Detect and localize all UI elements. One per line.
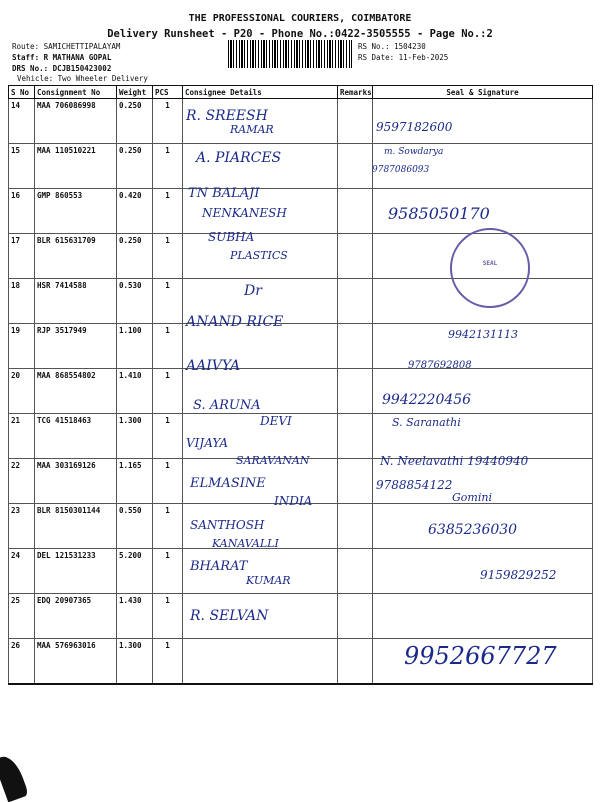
row-weight: 1.430	[117, 594, 153, 639]
row-consignment: MAA 303169126	[35, 459, 117, 504]
row-consignment: MAA 576963016	[35, 639, 117, 685]
row-consignment: MAA 110510221	[35, 144, 117, 189]
handwritten-consignee: NENKANESH	[202, 206, 287, 220]
scan-artifact	[0, 753, 29, 802]
col-pcs: PCS	[153, 86, 183, 99]
table-row	[9, 189, 593, 234]
handwritten-consignee: SUBHA	[208, 230, 255, 244]
handwritten-phone: 9585050170	[388, 204, 490, 223]
row-pcs: 1	[153, 594, 183, 639]
row-pcs: 1	[153, 324, 183, 369]
row-sno: 25	[9, 594, 35, 639]
row-remarks-cell	[338, 144, 373, 189]
row-pcs: 1	[153, 189, 183, 234]
handwritten-consignee: PLASTICS	[230, 249, 288, 262]
row-consignment: BLR 615631709	[35, 234, 117, 279]
row-pcs: 1	[153, 459, 183, 504]
handwritten-consignee: SARAVANAN	[236, 454, 310, 467]
col-consignment: Consignment No	[35, 86, 117, 99]
row-pcs: 1	[153, 99, 183, 144]
row-weight: 1.165	[117, 459, 153, 504]
handwritten-consignee: DEVI	[260, 414, 292, 428]
drs-label: DRS No.: DCJB150423002	[12, 64, 112, 73]
row-remarks-cell	[338, 99, 373, 144]
handwritten-phone: 9597182600	[376, 120, 453, 134]
row-weight: 0.250	[117, 234, 153, 279]
handwritten-phone: 9787692808	[408, 360, 472, 371]
row-weight: 0.550	[117, 504, 153, 549]
row-consignment: RJP 3517949	[35, 324, 117, 369]
barcode	[228, 40, 352, 68]
col-sno: S No	[9, 86, 35, 99]
row-remarks-cell	[338, 504, 373, 549]
row-pcs: 1	[153, 234, 183, 279]
row-weight: 0.530	[117, 279, 153, 324]
row-remarks-cell	[338, 549, 373, 594]
handwritten-consignee: SANTHOSH	[190, 518, 265, 532]
handwritten-phone: 9159829252	[480, 568, 557, 582]
row-remarks-cell	[338, 324, 373, 369]
handwritten-consignee: KUMAR	[246, 574, 291, 587]
row-remarks-cell	[338, 639, 373, 685]
handwritten-consignee: ANAND RICE	[186, 314, 284, 330]
row-weight: 0.250	[117, 144, 153, 189]
handwritten-signature: m. Sowdarya	[384, 147, 444, 157]
row-weight: 5.200	[117, 549, 153, 594]
handwritten-consignee: KANAVALLI	[212, 537, 279, 550]
row-consignment: MAA 706086998	[35, 99, 117, 144]
runsheet-table	[8, 85, 593, 685]
handwritten-phone: 6385236030	[428, 522, 518, 538]
row-sno: 24	[9, 549, 35, 594]
row-sno: 26	[9, 639, 35, 685]
handwritten-consignee: R. SREESH	[186, 108, 268, 124]
handwritten-consignee: VIJAYA	[186, 436, 229, 450]
row-pcs: 1	[153, 414, 183, 459]
handwritten-consignee: S. ARUNA	[193, 398, 261, 413]
rs-date: RS Date: 11-Feb-2025	[358, 53, 449, 62]
handwritten-footer-phone: 9952667727	[404, 642, 557, 670]
row-consignment: BLR 8150301144	[35, 504, 117, 549]
row-sno: 18	[9, 279, 35, 324]
rs-number: RS No.: 1504230	[358, 42, 426, 51]
row-sno: 19	[9, 324, 35, 369]
handwritten-signature: N. Neelavathi 19440940	[380, 454, 529, 468]
handwritten-phone: 9942220456	[382, 392, 472, 408]
col-remarks: Remarks	[338, 86, 373, 99]
runsheet-title: Delivery Runsheet - P20 - Phone No.:0422-3505555 - Page No.:2	[107, 28, 493, 40]
table-row	[9, 414, 593, 459]
row-sno: 22	[9, 459, 35, 504]
handwritten-phone: 9942131113	[448, 328, 518, 341]
row-pcs: 1	[153, 369, 183, 414]
row-weight: 1.410	[117, 369, 153, 414]
row-sno: 16	[9, 189, 35, 234]
row-signature-cell	[373, 594, 593, 639]
row-remarks-cell	[338, 459, 373, 504]
row-weight: 0.420	[117, 189, 153, 234]
table-row	[9, 594, 593, 639]
table-header-row	[9, 86, 593, 99]
row-sno: 20	[9, 369, 35, 414]
staff-label: Staff: R MATHANA GOPAL	[12, 53, 112, 62]
handwritten-consignee: TN BALAJI	[188, 186, 260, 201]
col-signature: Seal & Signature	[373, 86, 593, 99]
row-sno: 21	[9, 414, 35, 459]
handwritten-phone: 9788854122	[376, 478, 453, 492]
col-weight: Weight	[117, 86, 153, 99]
vehicle-label: Vehicle: Two Wheeler Delivery	[17, 74, 148, 83]
handwritten-signature: Gomini	[452, 491, 492, 504]
row-weight: 1.300	[117, 414, 153, 459]
handwritten-consignee: RAMAR	[230, 123, 274, 136]
table-row	[9, 369, 593, 414]
row-pcs: 1	[153, 549, 183, 594]
handwritten-consignee: Dr	[244, 283, 262, 299]
row-weight: 0.250	[117, 99, 153, 144]
route-label: Route: SAMICHETTIPALAYAM	[12, 42, 121, 51]
row-weight: 1.100	[117, 324, 153, 369]
row-sno: 23	[9, 504, 35, 549]
handwritten-consignee: AAIVYA	[186, 358, 241, 374]
row-consignment: HSR 7414588	[35, 279, 117, 324]
row-consignment: EDQ 20907365	[35, 594, 117, 639]
row-sno: 15	[9, 144, 35, 189]
handwritten-consignee: ELMASINE	[190, 476, 266, 491]
handwritten-consignee: R. SELVAN	[190, 608, 269, 624]
handwritten-signature: S. Saranathi	[392, 416, 461, 429]
row-pcs: 1	[153, 639, 183, 685]
col-consignee: Consignee Details	[183, 86, 338, 99]
row-consignment: MAA 868554802	[35, 369, 117, 414]
row-pcs: 1	[153, 504, 183, 549]
row-consignment: DEL 121531233	[35, 549, 117, 594]
table-row	[9, 99, 593, 144]
handwritten-consignee: INDIA	[274, 494, 313, 508]
row-consignment: GMP 860553	[35, 189, 117, 234]
handwritten-consignee: A. PIARCES	[196, 150, 282, 166]
company-title: THE PROFESSIONAL COURIERS, COIMBATORE	[188, 13, 412, 24]
row-consignment: TCG 41518463	[35, 414, 117, 459]
handwritten-phone: 9787086093	[372, 165, 430, 175]
row-remarks-cell	[338, 369, 373, 414]
row-remarks-cell	[338, 414, 373, 459]
row-consignee-cell	[183, 639, 338, 685]
company-seal-stamp: SEAL	[450, 228, 530, 308]
row-sno: 14	[9, 99, 35, 144]
row-pcs: 1	[153, 144, 183, 189]
row-remarks-cell	[338, 234, 373, 279]
row-remarks-cell	[338, 279, 373, 324]
row-pcs: 1	[153, 279, 183, 324]
row-weight: 1.300	[117, 639, 153, 685]
row-remarks-cell	[338, 189, 373, 234]
handwritten-consignee: BHARAT	[190, 559, 248, 574]
table-row	[9, 144, 593, 189]
row-remarks-cell	[338, 594, 373, 639]
row-sno: 17	[9, 234, 35, 279]
